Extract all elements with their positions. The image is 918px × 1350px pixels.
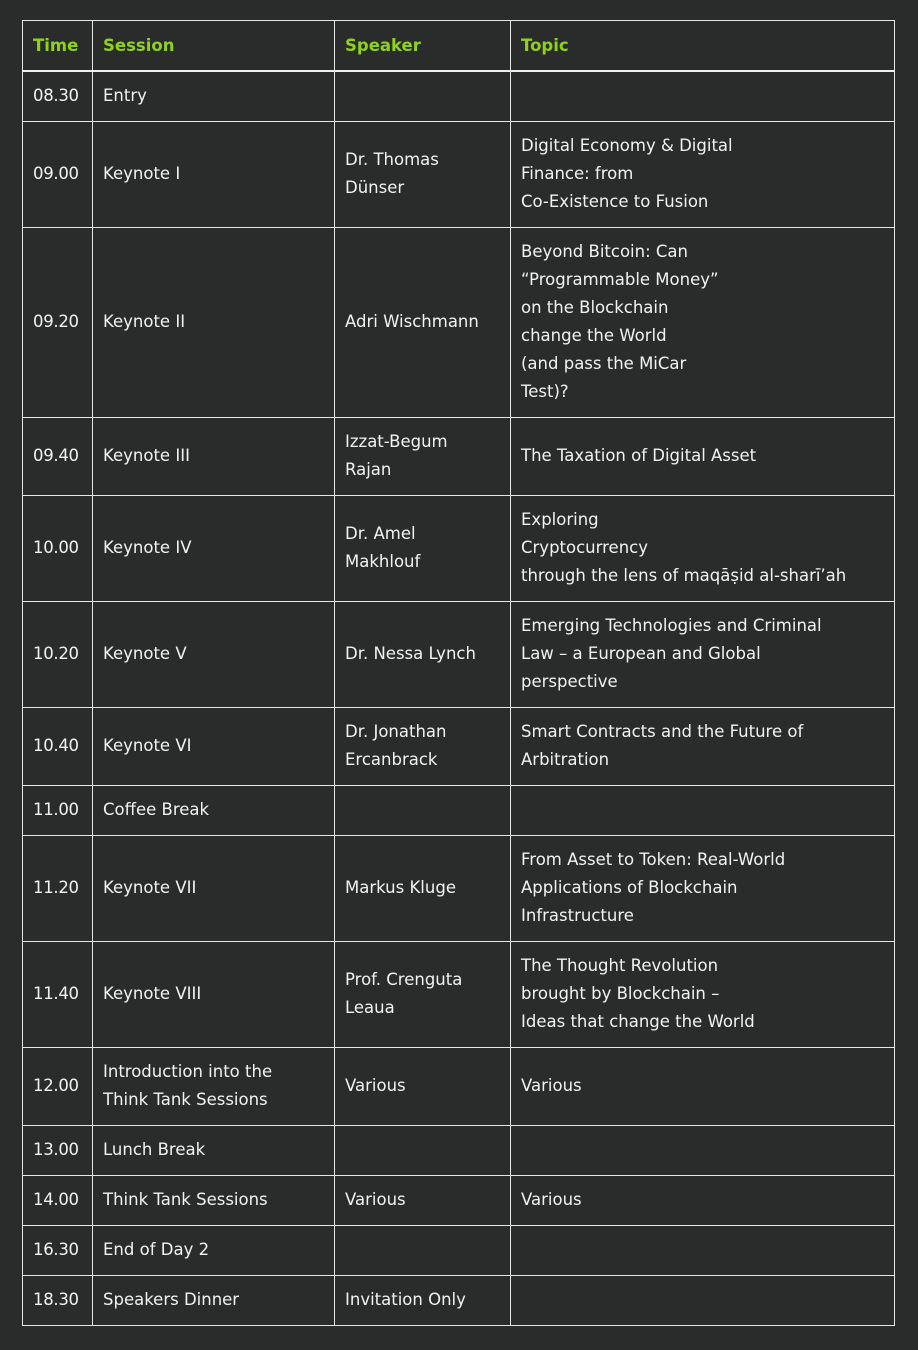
session-cell: End of Day 2 (93, 1225, 335, 1275)
session-cell: Introduction into the Think Tank Sessions (93, 1047, 335, 1125)
topic-cell (511, 785, 895, 835)
table-row (23, 227, 895, 417)
time-cell: 10.00 (23, 495, 93, 601)
table-row (23, 785, 895, 835)
session-cell: Keynote VI (93, 707, 335, 785)
table-row (23, 1225, 895, 1275)
topic-cell: Beyond Bitcoin: Can “Programmable Money” on the Blockchain change the World (and pass the MiCar Test)? (511, 227, 895, 417)
topic-cell: Various (511, 1047, 895, 1125)
time-cell: 12.00 (23, 1047, 93, 1125)
time-cell: 10.20 (23, 601, 93, 707)
speaker-cell: Dr. Amel Makhlouf (335, 495, 511, 601)
speaker-cell: Various (335, 1175, 511, 1225)
session-cell: Keynote V (93, 601, 335, 707)
topic-cell (511, 1275, 895, 1325)
topic-cell: Various (511, 1175, 895, 1225)
table-row (23, 495, 895, 601)
table-row (23, 601, 895, 707)
header-row (23, 21, 895, 72)
session-cell: Keynote III (93, 417, 335, 495)
session-cell: Speakers Dinner (93, 1275, 335, 1325)
time-cell: 09.20 (23, 227, 93, 417)
speaker-cell: Dr. Jonathan Ercanbrack (335, 707, 511, 785)
topic-cell: The Taxation of Digital Asset (511, 417, 895, 495)
header-speaker: Speaker (335, 21, 511, 72)
table-row (23, 1175, 895, 1225)
table-row (23, 941, 895, 1047)
session-cell: Keynote VIII (93, 941, 335, 1047)
session-cell: Lunch Break (93, 1125, 335, 1175)
topic-cell: The Thought Revolution brought by Blockchain – Ideas that change the World (511, 941, 895, 1047)
speaker-cell: Prof. Crenguta Leaua (335, 941, 511, 1047)
topic-cell (511, 1125, 895, 1175)
time-cell: 13.00 (23, 1125, 93, 1175)
table-row (23, 835, 895, 941)
topic-cell (511, 71, 895, 121)
header-time: Time (23, 21, 93, 72)
session-cell: Coffee Break (93, 785, 335, 835)
table-row (23, 1125, 895, 1175)
topic-cell (511, 1225, 895, 1275)
speaker-cell: Various (335, 1047, 511, 1125)
topic-cell: Emerging Technologies and Criminal Law – a European and Global perspective (511, 601, 895, 707)
speaker-cell (335, 1225, 511, 1275)
topic-cell: From Asset to Token: Real-World Applications of Blockchain Infrastructure (511, 835, 895, 941)
header-topic: Topic (511, 21, 895, 72)
time-cell: 10.40 (23, 707, 93, 785)
session-cell: Keynote IV (93, 495, 335, 601)
table-row (23, 1275, 895, 1325)
speaker-cell (335, 785, 511, 835)
session-cell: Think Tank Sessions (93, 1175, 335, 1225)
time-cell: 11.20 (23, 835, 93, 941)
topic-cell: Digital Economy & Digital Finance: from Co-Existence to Fusion (511, 121, 895, 227)
header-session: Session (93, 21, 335, 72)
speaker-cell: Izzat-Begum Rajan (335, 417, 511, 495)
topic-cell: Smart Contracts and the Future of Arbitration (511, 707, 895, 785)
time-cell: 11.40 (23, 941, 93, 1047)
time-cell: 18.30 (23, 1275, 93, 1325)
table-row (23, 121, 895, 227)
time-cell: 08.30 (23, 71, 93, 121)
time-cell: 11.00 (23, 785, 93, 835)
time-cell: 09.00 (23, 121, 93, 227)
table-row (23, 417, 895, 495)
schedule-table (22, 20, 895, 1326)
speaker-cell: Markus Kluge (335, 835, 511, 941)
table-row (23, 707, 895, 785)
speaker-cell: Invitation Only (335, 1275, 511, 1325)
session-cell: Keynote I (93, 121, 335, 227)
table-body (23, 71, 895, 1325)
time-cell: 09.40 (23, 417, 93, 495)
session-cell: Keynote VII (93, 835, 335, 941)
table-row (23, 1047, 895, 1125)
time-cell: 14.00 (23, 1175, 93, 1225)
speaker-cell: Dr. Nessa Lynch (335, 601, 511, 707)
speaker-cell: Dr. Thomas Dünser (335, 121, 511, 227)
session-cell: Entry (93, 71, 335, 121)
speaker-cell (335, 71, 511, 121)
time-cell: 16.30 (23, 1225, 93, 1275)
table-row (23, 71, 895, 121)
table-header (23, 21, 895, 72)
session-cell: Keynote II (93, 227, 335, 417)
speaker-cell (335, 1125, 511, 1175)
topic-cell: Exploring Cryptocurrency through the lens of maqāṣid al-sharī’ah (511, 495, 895, 601)
speaker-cell: Adri Wischmann (335, 227, 511, 417)
